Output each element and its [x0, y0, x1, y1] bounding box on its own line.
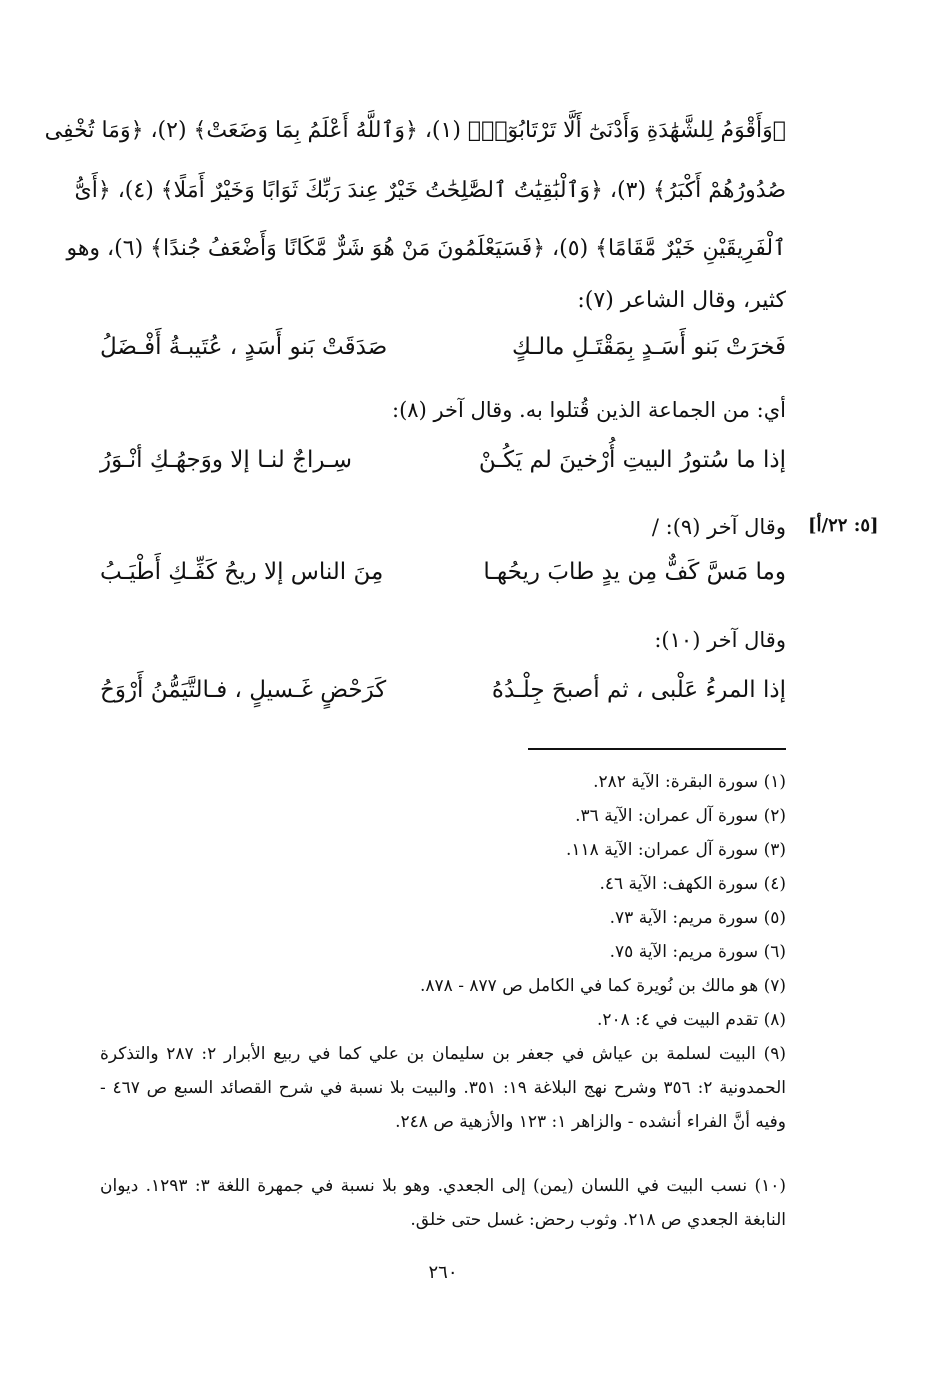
footnote-5: (٥) سورة مريم: الآية ٧٣. — [609, 908, 786, 928]
footnote-4: (٤) سورة الكهف: الآية ٤٦. — [599, 874, 786, 894]
footnote-9: (٩) البيت لسلمة بن عياش في جعفر بن سليمان بن علي كما في ربيع الأبرار ٢: ٢٨٧ والتذكرة الحمدونية ٢: ٣٥٦ وشرح نهج البلاغة ١٩: ٣٥١. والبيت بلا نسبة في شرح القصائد السبع ص ٤٦٧ - وفيه أنَّ الفراء أنشده - والزاهر ١: ١٢٣ والأزهية ص ٢٤٨. — [100, 1044, 786, 1132]
verse-4-second-hemistich: كَرَحْضٍ غَـسيلٍ ، فـالتَّيَمُّنُ أَرْوَحُ — [100, 677, 387, 703]
verse-intro-3: وقال آخر (٩): / — [651, 515, 786, 539]
verse-1-second-hemistich: صَدَقَتْ بَنو أَسَدٍ ، عُتَيبـةُ أَفْـضَلُ — [100, 334, 388, 360]
footnote-3: (٣) سورة آل عمران: الآية ١١٨. — [565, 840, 786, 860]
body-line-1: ﴿وَأَقْوَمُ لِلشَّهَٰدَةِ وَأَدْنَىٰٓ أَلَّا تَرْتَابُوٓا۟﴾ (١)، ﴿وَٱللَّهُ أَعْلَمُ بِمَا وَضَعَتْ﴾ (٢)، ﴿وَمَا تُخْفِى — [44, 118, 786, 143]
verse-3 — [100, 559, 786, 599]
body-line-4: كثير، وقال الشاعر (٧): — [577, 288, 786, 313]
footnote-10: (١٠) نسب البيت في اللسان (يمن) إلى الجعدي. وهو بلا نسبة في جمهرة اللغة ٣: ١٢٩٣. ديوان النابغة الجعدي ص ٢١٨. وثوب رحض: غسل حتى خلق. — [100, 1176, 786, 1230]
verse-1 — [100, 334, 786, 374]
verse-3-second-hemistich: مِنَ الناس إلا ريحُ كَفِّـكِ أَطْيَـبُ — [100, 559, 384, 585]
verse-intro-4: وقال آخر (١٠): — [654, 628, 786, 652]
body-line-3: ٱلْفَرِيقَيْنِ خَيْرٌ مَّقَامًا﴾ (٥)، ﴿فَسَيَعْلَمُونَ مَنْ هُوَ شَرٌّ مَّكَانًا وَأَضْعَفُ جُندًا﴾ (٦)، وهو — [66, 236, 786, 261]
verse-4 — [100, 677, 786, 717]
footnote-8: (٨) تقدم البيت في ٤: ٢٠٨. — [596, 1010, 786, 1030]
verse-2 — [100, 447, 786, 487]
margin-manuscript-reference: [٥: ٢٢/أ] — [808, 515, 879, 536]
body-line-2: صُدُورُهُمْ أَكْبَرُ﴾ (٣)، ﴿وَٱلْبَٰقِيَٰتُ ٱلصَّٰلِحَٰتُ خَيْرٌ عِندَ رَبِّكَ ثَوَابًا وَخَيْرٌ أَمَلًا﴾ (٤)، ﴿أَىُّ — [74, 178, 786, 203]
footnote-7: (٧) هو مالك بن نُويرة كما في الكامل ص ٨٧٧ - ٨٧٨. — [420, 976, 786, 996]
footnote-6: (٦) سورة مريم: الآية ٧٥. — [609, 942, 786, 962]
footnote-2: (٢) سورة آل عمران: الآية ٣٦. — [575, 806, 786, 826]
verse-1-first-hemistich: فَخرَتْ بَنو أَسَـدٍ بِمَقْتَـلِ مالـكٍ — [511, 334, 786, 360]
verse-intro-2: أي: من الجماعة الذين قُتلوا به. وقال آخر (٨): — [392, 398, 786, 422]
page-number: ٢٦٠ — [428, 1262, 458, 1283]
verse-2-second-hemistich: سِـراجٌ لنـا إلا ووَجهُـكِ أنْـوَرُ — [100, 447, 353, 473]
verse-3-first-hemistich: وما مَسَّ كَفٌّ مِن يدٍ طابَ ريحُهـا — [483, 559, 786, 585]
verse-2-first-hemistich: إذا ما سُتورُ البيتِ أُرْخينَ لم يَكُـنْ — [478, 447, 786, 473]
verse-4-first-hemistich: إذا المرءُ عَلْبى ، ثم أصبحَ جِلْـدُهُ — [491, 677, 786, 703]
footnote-1: (١) سورة البقرة: الآية ٢٨٢. — [593, 772, 786, 792]
footnote-divider — [528, 748, 786, 750]
